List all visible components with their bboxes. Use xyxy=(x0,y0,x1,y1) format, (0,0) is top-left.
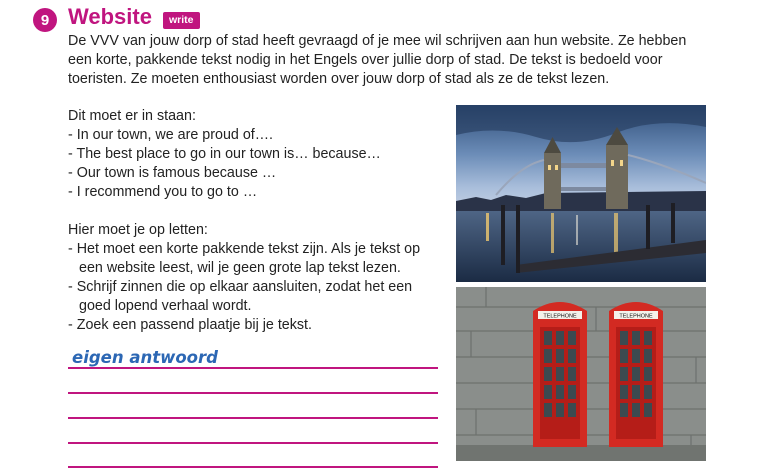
contents-item: - I recommend you to go to … xyxy=(68,184,258,200)
tips-block xyxy=(68,221,420,335)
booth-sign-left: TELEPHONE xyxy=(543,313,577,320)
exercise-title: Website xyxy=(68,4,152,29)
tower-bridge-photo xyxy=(456,105,706,282)
answer-line[interactable] xyxy=(68,466,438,468)
tips-line: een website leest, wil je geen grote lap tekst lezen. xyxy=(79,260,401,276)
exercise-number-badge xyxy=(33,8,57,32)
answer-text: eigen antwoord xyxy=(72,348,218,367)
tips-line: - Schrijf zinnen die op elkaar aansluiten, zodat het een xyxy=(68,279,413,295)
photos-column xyxy=(456,105,706,461)
contents-item: - In our town, we are proud of…. xyxy=(68,127,274,143)
exercise-number: 9 xyxy=(40,11,50,29)
tips-heading: Hier moet je op letten: xyxy=(68,222,208,238)
answer-line[interactable] xyxy=(68,417,438,419)
tips-line: - Het moet een korte pakkende tekst zijn. Als je tekst op xyxy=(68,241,421,257)
answer-line[interactable] xyxy=(68,392,438,394)
answer-line[interactable] xyxy=(68,442,438,444)
contents-heading: Dit moet er in staan: xyxy=(68,108,196,124)
contents-item: - Our town is famous because … xyxy=(68,165,277,181)
tips-line: goed lopend verhaal wordt. xyxy=(79,298,252,314)
contents-item: - The best place to go in our town is… because… xyxy=(68,146,381,162)
contents-block xyxy=(68,107,381,202)
booth-sign-right: TELEPHONE xyxy=(619,313,653,320)
intro-paragraph: De VVV van jouw dorp of stad heeft gevraagd of je mee wil schrijven aan hun website. Ze hebben een korte, pakkende tekst nodig in het Engels over jullie dorp of stad. De tekst is bedoeld voor toeristen. Ze moeten enthousiast worden over jouw dorp of stad als ze de tekst lezen. xyxy=(68,33,687,87)
tips-line: - Zoek een passend plaatje bij je tekst. xyxy=(68,317,312,333)
answer-line[interactable] xyxy=(68,367,438,369)
write-tag: write xyxy=(163,12,200,29)
phone-booths-photo xyxy=(456,287,706,461)
